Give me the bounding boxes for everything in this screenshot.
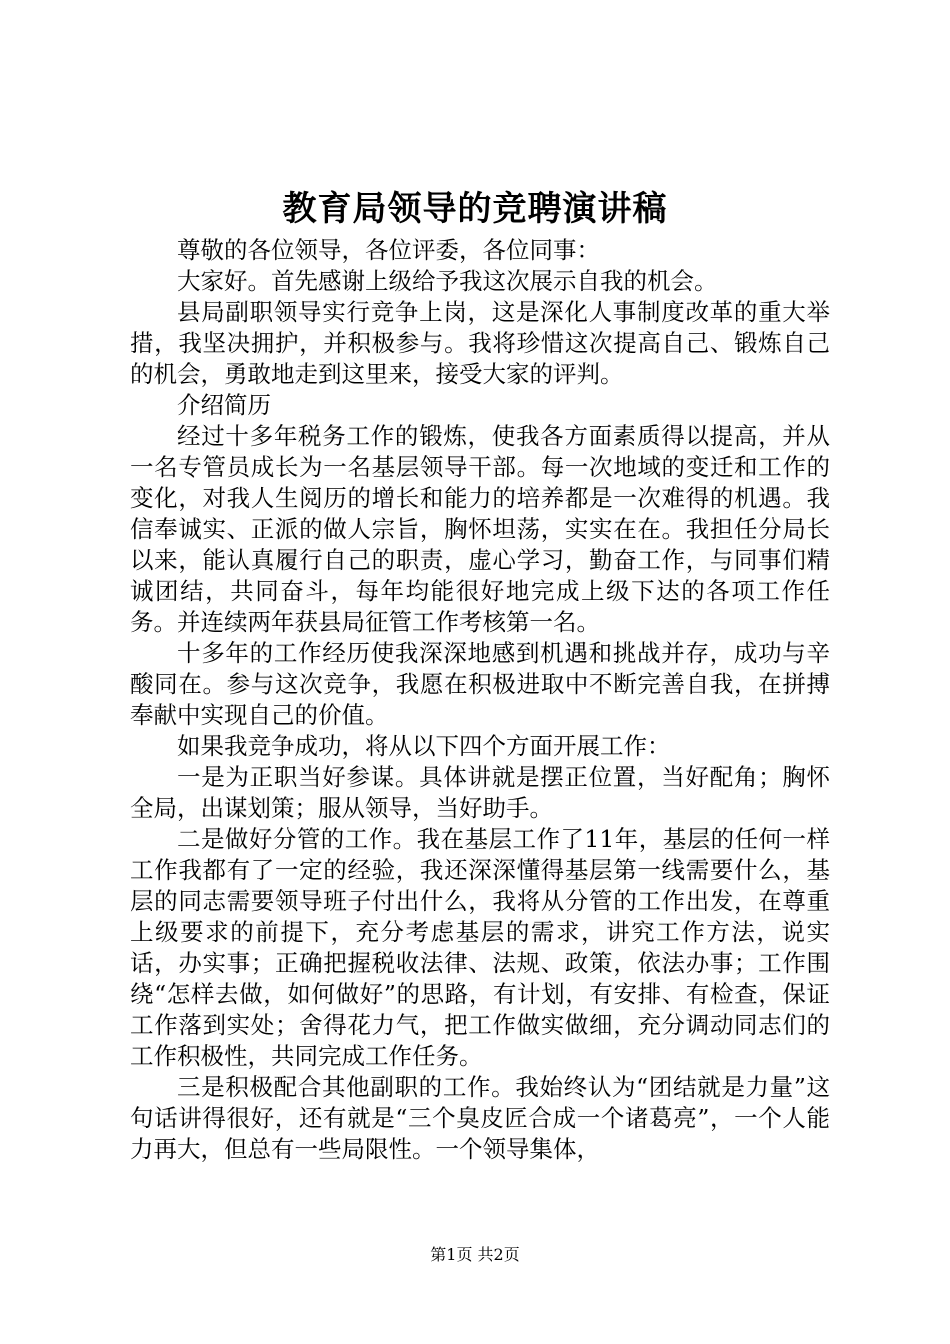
paragraph-experience: 十多年的工作经历使我深深地感到机遇和挑战并存，成功与辛酸同在。参与这次竞争，我愿在积极进取中不断完善自我，在拼搏奉献中实现自己的价值。 — [130, 639, 830, 729]
paragraph-intro: 县局副职领导实行竞争上岗，这是深化人事制度改革的重大举措，我坚决拥护，并积极参与。我将珍惜这次提高自己、锻炼自己的机会，勇敢地走到这里来，接受大家的评判。 — [130, 298, 830, 388]
paragraph-plan-intro: 如果我竞争成功，将从以下四个方面开展工作： — [177, 732, 671, 760]
document-body — [130, 235, 830, 1165]
paragraph-resume: 经过十多年税务工作的锻炼，使我各方面素质得以提高，并从一名专管员成长为一名基层领导干部。每一次地域的变迁和工作的变化，对我人生阅历的增长和能力的培养都是一次难得的机遇。我信奉诚实、正派的做人宗旨，胸怀坦荡，实实在在。我担任分局长以来，能认真履行自己的职责，虚心学习，勤奋工作，与同事们精诚团结，共同奋斗，每年均能很好地完成上级下达的各项工作任务。并连续两年获县局征管工作考核第一名。 — [130, 422, 830, 636]
paragraph-section-heading: 介绍简历 — [177, 391, 271, 419]
document-title: 教育局领导的竞聘演讲稿 — [282, 189, 668, 229]
paragraph-plan-two: 二是做好分管的工作。我在基层工作了11年，基层的任何一样工作我都有了一定的经验，我还深深懂得基层第一线需要什么，基层的同志需要领导班子付出什么，我将从分管的工作出发，在尊重上级要求的前提下，充分考虑基层的需求，讲究工作方法，说实话，办实事；正确把握税收法律、法规、政策，依法办事；工作围绕“怎样去做，如何做好”的思路，有计划，有安排、有检查，保证工作落到实处；舍得花力气，把工作做实做细，充分调动同志们的工作积极性，共同完成工作任务。 — [130, 825, 830, 1070]
page-number-footer: 第1页 共2页 — [430, 1245, 520, 1264]
paragraph-plan-three: 三是积极配合其他副职的工作。我始终认为“团结就是力量”这句话讲得很好，还有就是“三个臭皮匠合成一个诸葛亮”，一个人能力再大，但总有一些局限性。一个领导集体， — [130, 1073, 830, 1163]
paragraph-plan-one: 一是为正职当好参谋。具体讲就是摆正位置，当好配角；胸怀全局，出谋划策；服从领导，当好助手。 — [130, 763, 830, 822]
paragraph-greeting: 大家好。首先感谢上级给予我这次展示自我的机会。 — [177, 267, 718, 295]
paragraph-salutation: 尊敬的各位领导，各位评委，各位同事： — [177, 236, 600, 264]
